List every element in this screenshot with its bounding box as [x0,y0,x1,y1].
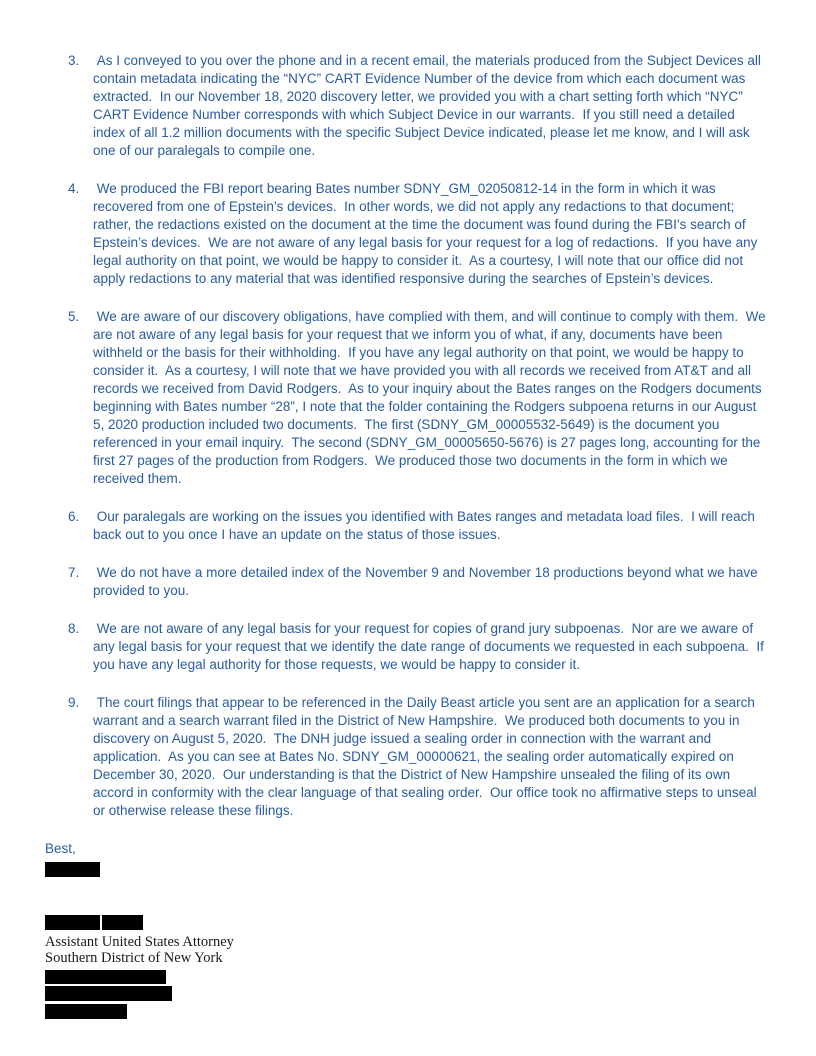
item-text: Our paralegals are working on the issues you identified with Bates ranges and metadata load files. I will reach back out to you once I have an update on the status of those issues. [93,509,759,542]
signature-org: Southern District of New York [45,950,223,966]
item-number: 5. [68,309,80,324]
list-item [68,620,770,674]
list-item [68,308,770,488]
redaction-bar-signer-last-name [102,915,143,930]
numbered-list [68,52,770,820]
item-number: 6. [68,509,80,524]
redaction-bar-signer-first-name [45,915,100,930]
list-item [68,564,770,600]
item-text: The court filings that appear to be referenced in the Daily Beast article you sent are an application for a search warrant and a search warrant filed in the District of New Hampshire. We produced both documents to you in discovery on August 5, 2020. The DNH judge issued a sealing order in connection with the warrant and application. As you can see at Bates No. SDNY_GM_00000621, the sealing order automatically expired on December 30, 2020. Our understanding is that the District of New Hampshire unsealed the filing of its own accord in conformity with the clear language of that sealing order. Our office took no affirmative steps to unseal or otherwise release these filings. [93,695,761,818]
item-text: We do not have a more detailed index of the November 9 and November 18 productions beyond what we have provided to you. [93,565,762,598]
item-number: 3. [68,53,80,68]
item-number: 8. [68,621,80,636]
item-number: 4. [68,181,80,196]
redaction-bar-contact-1 [45,970,166,984]
redaction-bar-contact-2 [45,986,172,1001]
item-number: 9. [68,695,80,710]
item-text: We are aware of our discovery obligations, have complied with them, and will continue to comply with them. We are not aware of any legal basis for your request that we inform you of what, if any, documents have been withheld or the basis for their withholding. If you have any legal authority on that point, we would be happy to consider it. As a courtesy, I will note that we have provided you with all records we received from AT&T and all records we received from David Rodgers. As to your inquiry about the Bates ranges on the Rodgers documents beginning with Bates number “28”, I note that the folder containing the Rodgers subpoena returns in our August 5, 2020 production included two documents. The first (SDNY_GM_00005532-5649) is the document you referenced in your email inquiry. The second (SDNY_GM_00005650-5676) is 27 pages long, accounting for the first 27 pages of the production from Rodgers. We produced those two documents in the form in which we received them. [93,309,770,486]
signature-whitespace [45,877,770,915]
closing-salutation: Best, [45,841,76,856]
redaction-bar-contact-3 [45,1004,127,1019]
signature-title: Assistant United States Attorney [45,934,234,950]
item-text: We are not aware of any legal basis for your request for copies of grand jury subpoenas. Nor are we aware of any legal basis for your request that we identify the date range of documents we requested in each subpoena. If you have any legal authority for those requests, we would be happy to consider it. [93,621,768,672]
list-item [68,508,770,544]
list-item [68,694,770,820]
item-text: As I conveyed to you over the phone and in a recent email, the materials produced from the Subject Devices all contain metadata indicating the “NYC” CART Evidence Number of the device from which each document was extracted. In our November 18, 2020 discovery letter, we provided you with a chart setting forth which “NYC” CART Evidence Number corresponds with which Subject Device in our warrants. If you still need a detailed index of all 1.2 million documents with the specific Subject Device indicated, please let me know, and I will ask one of our paralegals to compile one. [93,53,765,158]
signature-name-row [45,915,770,930]
item-text: We produced the FBI report bearing Bates number SDNY_GM_02050812-14 in the form in which it was recovered from one of Epstein’s devices. In other words, we did not apply any redactions to that document; rather, the redactions existed on the document at the time the document was found during the FBI’s search of Epstein’s devices. We are not aware of any legal basis for your request for a log of redactions. If you have any legal authority on that point, we would be happy to consider it. As a courtesy, I will note that our office did not apply redactions to any material that was identified responsive during the searches of Epstein’s devices. [93,181,762,286]
redaction-bar-sender-name [45,862,100,877]
list-item [68,52,770,160]
list-item [68,180,770,288]
item-number: 7. [68,565,80,580]
